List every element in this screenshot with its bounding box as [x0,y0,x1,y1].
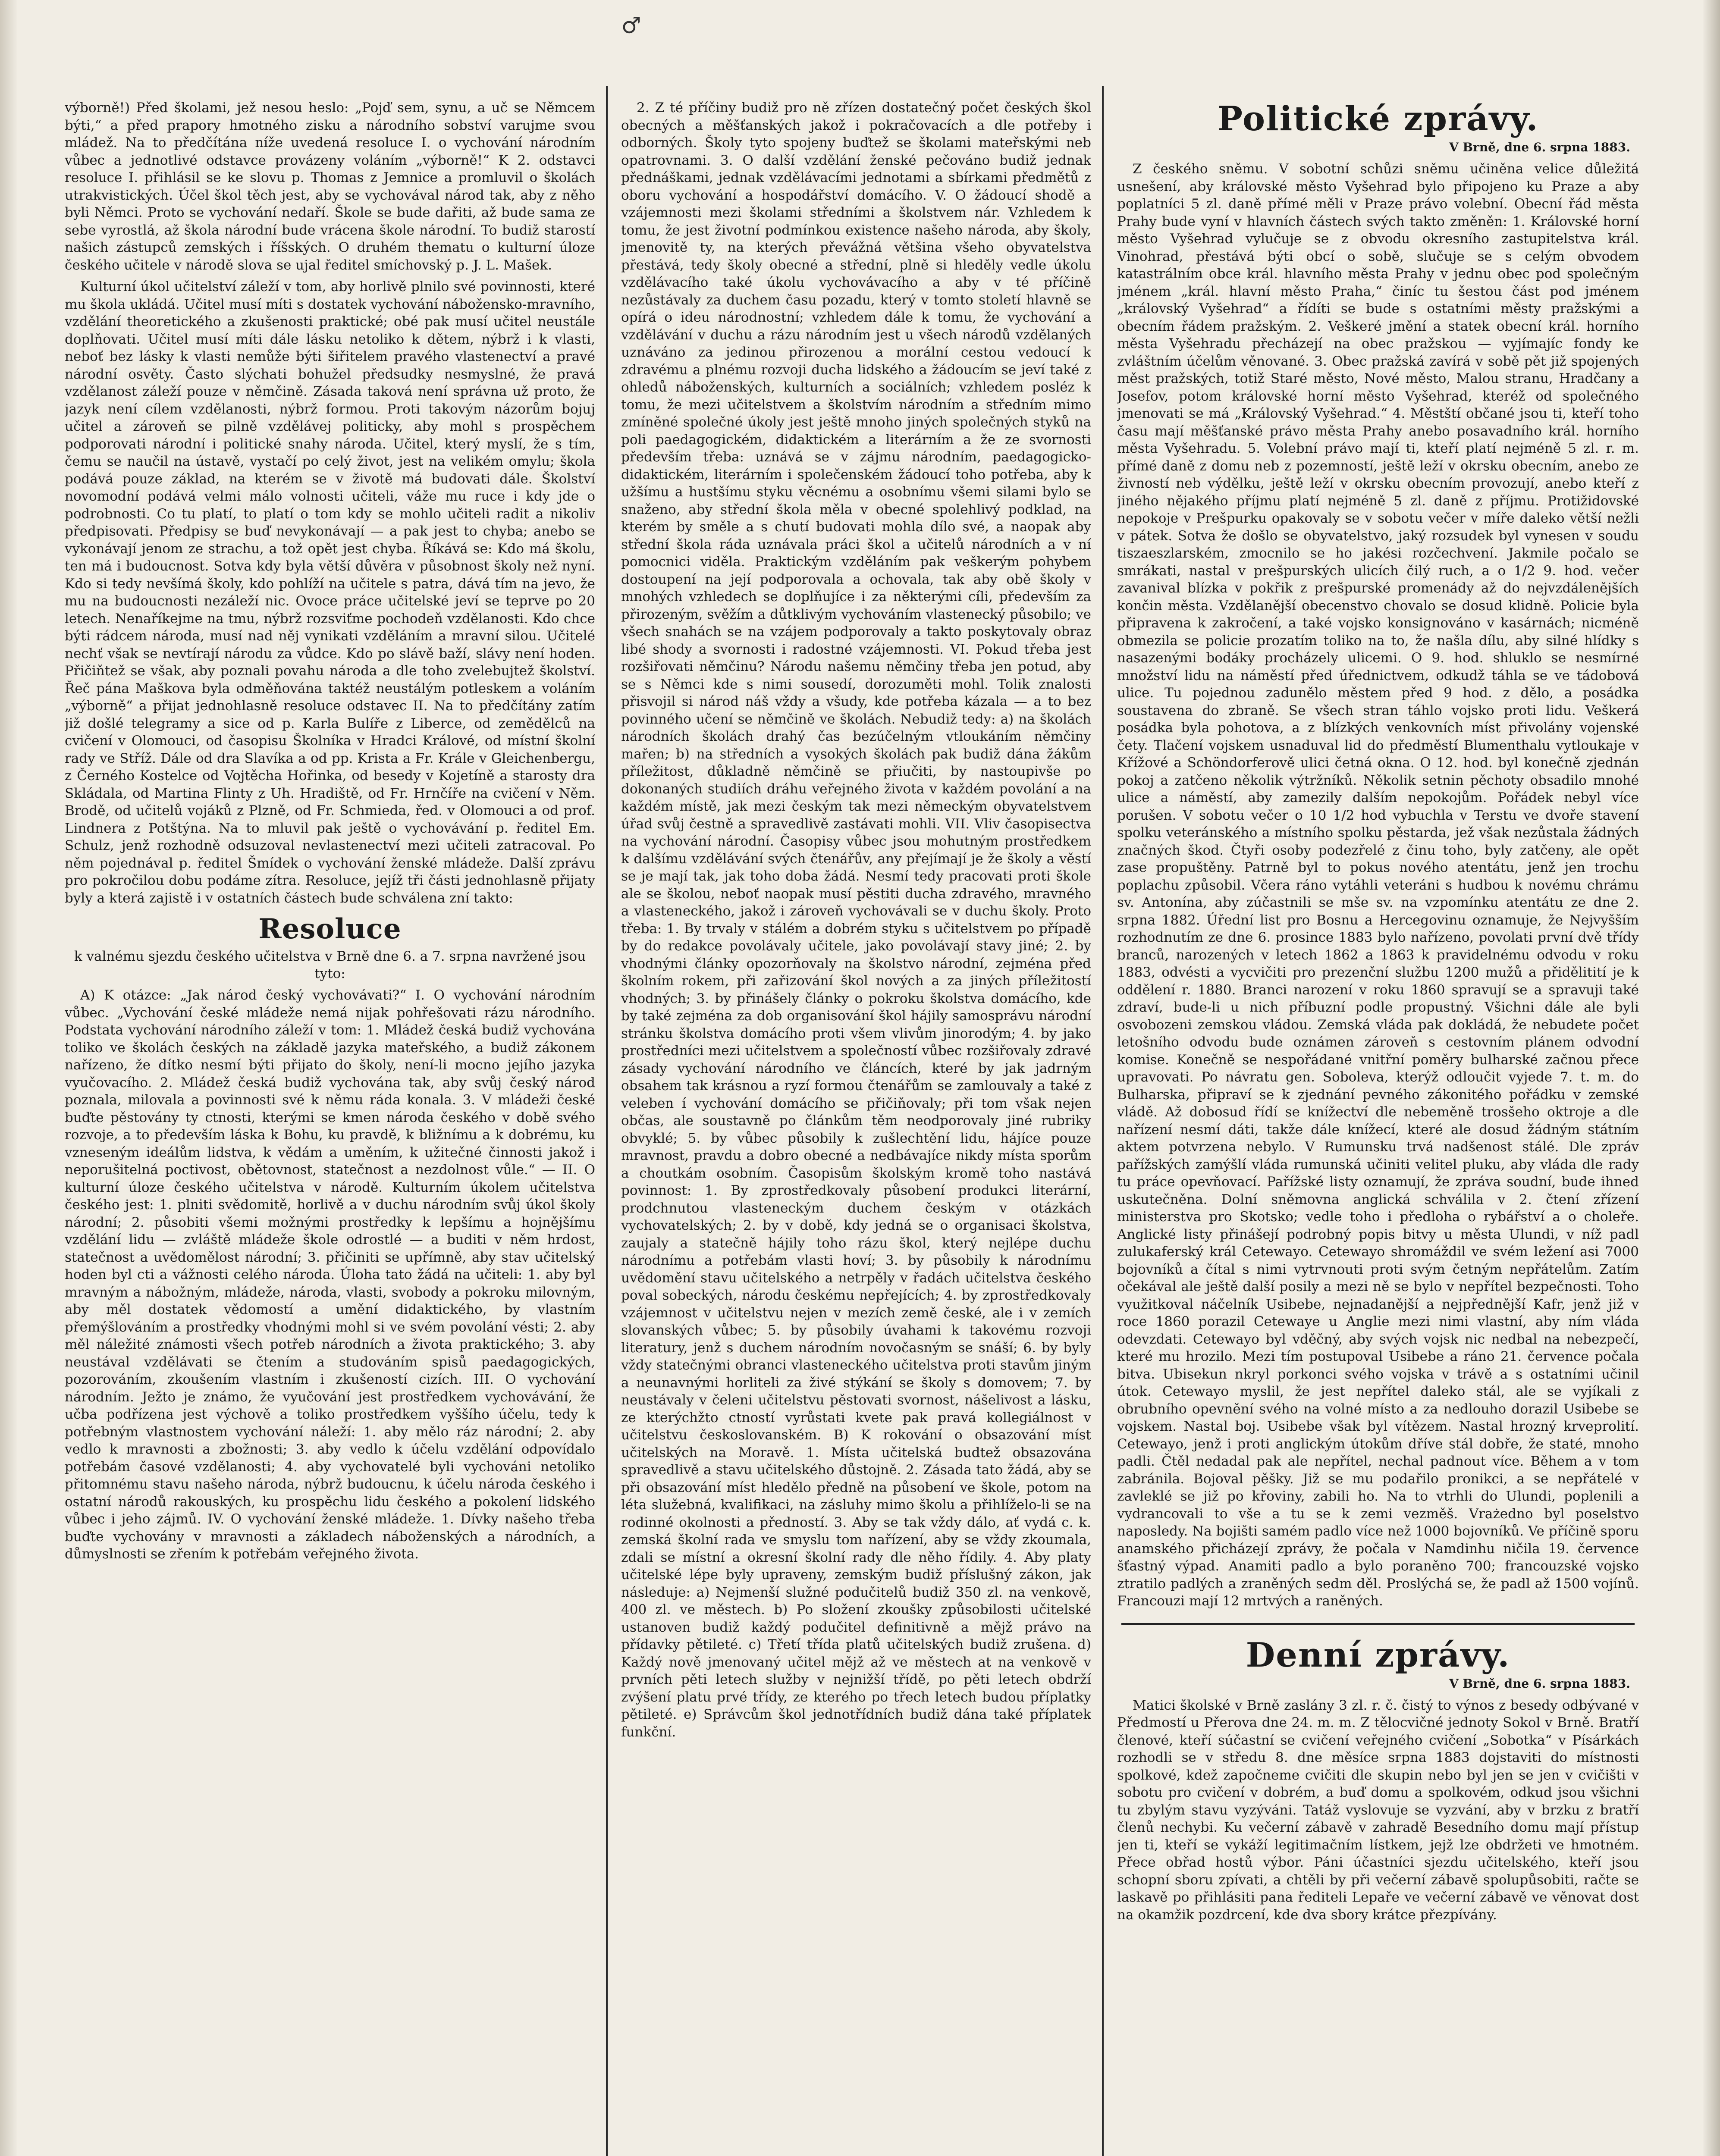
section-divider [1121,1623,1635,1625]
top-ornament-mark: ♂ [621,13,641,39]
column-right [1117,99,1639,2156]
dateline-politicke: V Brně, dne 6. srpna 1883. [1449,140,1630,154]
daily-news-text: Matici školské v Brně zaslány 3 zl. r. č. čistý to výnos z besedy odbývané v Předmostí u Přerova dne 24. m. m. Z tělocvičné jednoty Sokol v Brně. Bratří členové, kteří súčastní se cvičení veřejného cvičení „Sobotka“ v Písárkách rozhodli se v středu 8. dne měsíce srpna 1883 dojstaviti do místnosti spolkové, kdež započneme cvičiti dle skupin nebo byl jen se jen v cvičišti v sobotu pro cvičení v dobrém, a buď domu a spolkovém, odkud jsou všichni tu zbylým stavu vyzýváni. Tatáž vyslovuje se vyzvání, aby v brzku z bratří členů nechybi. Ku večerní zábavě v zahradě Besedního domu mají přístup jen ti, kteří se vykáží legitimačním lístkem, jejž lze obdržeti ve hmotném. Přece obřad hostů výbor. Páni účastníci sjezdu učitelského, kteří jsou schopní sboru zpívati, a chtěli by při večerní zábavě spolupůsobiti, račte se laskavě po přihlásiti pana řediteli Lepaře ve večerní zábavě ve věnovat dost na okamžik pozdrcení, kde dva sbory krátce přezpívány. [1117,1697,1639,1923]
article-text-continued: 2. Z té příčiny budiž pro ně zřízen dostatečný počet českých škol obecných a měšťanských jakož i pokračovacích a dle potřeby i odborných. Školy tyto spojeny buďtež se školami mateřskými neb opatrovnami. 3. O další vzdělání ženské pečováno budiž jednak přednáškami, jednak vzdělávacími jednotami a sbírkami předmětů z oboru vychování a hospodářství domácího. V. O žádoucí shodě a vzájemnosti mezi školami středními a školstvem nár. Vzhledem k tomu, že jest životní podmínkou existence našeho národa, aby školy, jmenovitě ty, na kterých převážná většina všeho obyvatelstva přestává, tedy školy obecné a střední, plně si hleděly vedle úkolu vzdělávacího také úkolu vychovávacího a aby v té příčině nezůstávaly za duchem času pozadu, který v tomto století hlavně se opírá o ideu národnostní; vzhledem dále k tomu, že vychování a vzdělávání v duchu a rázu národním jest u všech národů vzdělaných uznáváno za jedinou přirozenou a morální cestou vedoucí k zdravému a plnému rozvoji ducha lidského a žádoucím se jeví také z ohledů náboženských, kulturních a sociálních; vzhledem posléz k tomu, že mezi učitelstvem a školstvím národním a středním mimo zmíněné společné úkoly jest ještě mnoho jiných společných styků na poli paedagogickém, didaktickém a literárním a že ze svornosti především třeba: uznává se v zájmu národním, paedagogicko-didaktickém, literárním i společenském žádoucí toho potřeba, aby k užšímu a hustšímu styku věcnému a osobnímu všemi silami bylo se snaženo, aby střední škola měla v obecné spolehlivý podklad, na kterém by směle a s chutí budovati mohla dílo své, a naopak aby střední škola ráda uznávala práci škol a učitelů národních a v ní pomocnici viděla. Praktickým vzděláním pak veškerým pohybem dostoupení na její podporovala a ochovala, tak aby obě školy v mnohých vzhledech se doplňujíce i za některými cíli, především za přirozeným, svěžím a důtklivým vychováním vlastenecký působilo; ve všech snahách se na vzájem podporovaly a takto poskytovaly obraz libé shody a svornosti i radostné vzájemnosti. VI. Pokud třeba jest rozšiřovati němčinu? Národu našemu němčiny třeba jen potud, aby se s Němci kde s nimi sousedí, dorozuměti mohl. Tolik znalosti přisvojil si národ náš vždy a všudy, kde potřeba kázala — a to bez povinného učení se němčině ve školách. Nebudiž tedy: a) na školách národních školách drahý čas bezúčelným vtloukáním němčiny mařen; b) na středních a vysokých školách pak budiž dána žákům příležitost, důkladně němčině se přiučiti, by nastoupivše po dokonaných studiích dráhu veřejného života v každém povolání a na každém místě, jak mezi českým tak mezi německým obyvatelstvem úřad svůj čestně a spravedlivě zastávati mohli. VII. Vliv časopisectva na vychování národní. Časopisy vůbec jsou mohutným prostředkem k dalšímu vzdělávání svých čtenářův, any přejímají je že školy a věstí se je mají tak, jak toho doba žádá. Nesmí tedy pracovati proti škole ale se školou, neboť naopak musí pěstiti ducha zdravého, mravného a vlasteneckého, jakož i zároveň vychovávali se v duchu školy. Proto třeba: 1. By trvaly v stálém a dobrém styku s učitelstvem po případě by do redakce povolávaly učitele, jako povolávají stavy jiné; 2. by vhodnými články opozorňovaly na školstvo národní, zejména před školním rokem, při zařizování škol nových a za jiných příležitostí vhodných; 3. by přinášely články o pokroku školstva domácího, kde by také zejména za dob organisování škol hájily samosprávu národní stránku školstva domácího proti všem vlivům jinorodým; 4. by jako prostředníci mezi učitelstvem a společností vůbec rozšiřovaly zdravé zásady vychování národního ve článcích, které by jak jadrným obsahem tak krásnou a ryzí formou čtenářům se zamlouvaly a také z veleben í vychování domácího se přičiňovaly; při tom však nejen občas, ale soustavně po článkům těm neodporovaly jiné rubriky obvyklé; 5. by vůbec působily k zušlechtění lidu, hájíce pouze mravnost, pravdu a dobro obecné a nedbávajíce nikdy místa sporům a choutkám osobním. Časopisům školským kromě toho nastává povinnost: 1. By zprostředkovaly působení produkci literární, prodchnutou vlasteneckým duchem českým v otázkách vychovatelských; 2. by v době, kdy jedná se o organisaci školstva, zaujaly a statečně hájily toho rázu škol, který nejlépe duchu národnímu a potřebám vlasti hoví; 3. by působily k národnímu uvědomění stavu učitelského a netrpěly v řadách učitelstva českého poval sobeckých, národu českému nepřejících; 4. by zprostředkovaly vzájemnost v učitelstvu nejen v mezích země české, ale i v zemích slovanských vůbec; 5. by působily úvahami k takovému rozvoji literatury, jenž s duchem národním novočasným se snáší; 6. by byly vždy statečnými obranci vlasteneckého učitelstva proti stavům jiným a neunavnými horliteli za živé stýkání se školy s domovem; 7. by neustávaly v čeleni učitelstvu pěstovati svornost, nášelivost a lásku, ze kterýchžto ctností vyrůstati kvete pak pravá kollegiálnost v učitelstvu českoslovanském. B) K rokování o obsazování míst učitelských na Moravě. 1. Místa učitelská budtež obsazována spravedlivě a stavu učitelského důstojně. 2. Zásada tato žádá, aby se při obsazování míst hledělo předně na působení ve škole, potom na léta služebná, kvalifikaci, na zásluhy mimo školu a přihlíželo-li se na rodinné okolnosti a předností. 3. Aby se tak vždy dálo, ať vydá c. k. zemská školní rada ve smyslu tom nařízení, aby se vždy zkoumala, zdali se místní a okresní školní rady dle něho řídily. 4. Aby platy učitelské lépe byly upraveny, zemským budiž příslušný zákon, jak následuje: a) Nejmenší služné podučitelů budiž 350 zl. na venkově, 400 zl. ve městech. b) Po složení zkoušky způsobilosti učitelské ustanoven budiž každý podučitel definitivně a mějž právo na přídavky pětileté. c) Třetí třída platů učitelských budiž zrušena. d) Každý nově jmenovaný učitel mějž až ve městech at na venkově v prvních pěti letech služby v nejnižší třídě, po pěti letech obdrží zvýšení platu prvé třídy, ze kterého po třech letech budou příplatky pětileté. e) Správcům škol jednotřídních budiž dána také příplatek funkční. [621,100,1091,1740]
column-left [65,99,595,2156]
article-text-intro: výborně!) Před školami, jež nesou heslo: „Pojď sem, synu, a uč se Němcem býti,“ a před prapory hmotného zisku a národního sobství varujme svou mládež. Na to předčítána níže uvedená resoluce I. o vychování národním vůbec a jednotlivé odstavce provázeny voláním „výborně!“ K 2. odstavci resoluce I. přihlásil se ke slovu p. Thomas z Jemnice a promluvil o školách utrakvistických. Účel škol těch jest, aby se vychovával národ tak, aby z něho byli Němci. Proto se vychování nedaří. Škole se bude dařiti, až bude sama ze sebe vyrostlá, až škola národní bude vrácena škole národní. To budiž starostí našich zástupců zemských i říšských. O druhém thematu o kulturní úloze českého učitele v národě slova se ujal ředitel smíchovský p. J. L. Mašek. [65,100,595,273]
scan-edge-right [1703,0,1720,2156]
column-rule-1 [606,86,608,2156]
resolution-heading: Resoluce [258,913,402,945]
resolution-text: A) K otázce: „Jak národ český vychovávati?“ I. O vychování národním vůbec. „Vychování české mládeže nemá nijak pohřešovati rázu národního. Podstata vychování národního záleží v tom: 1. Mládež česká budiž vychována toliko ve školách českých na základě jazyka mateřského, a budiž zákonem nařízeno, že dítko nesmí býti přijato do školy, není-li mocno jejího jazyka vyučovacího. 2. Mládež česká budiž vychována tak, aby svůj český národ poznala, milovala a povinnosti své k němu ráda konala. 3. V mládeži české buďte pěstovány ty ctnosti, kterými se kmen národa českého v době svého rozvoje, a to především láska k Bohu, ku pravdě, k bližnímu a k dobrému, ku vzneseným ideálům lidstva, k vědám a uměním, k užitečné činnosti jakož i neporušitelná poctivost, obětovnost, statečnost a nezdolnost vůle.“ — II. O kulturní úloze českého učitelstva v národě. Kulturním úkolem učitelstva českého jest: 1. plniti svědomitě, horlivě a v duchu národním svůj úkol školy národní; 2. působiti všemi možnými prostředky k lepšímu a hojnějšímu vzdělání lidu — zvláště mládeže škole odrostlé — a buditi v něm hrdost, statečnost a uvědomělost národní; 3. přičiniti se upřímně, aby stav učitelský hoden byl cti a vážnosti celého národa. Úloha tato žádá na učiteli: 1. aby byl mravným a nábožným, mládeže, národa, vlasti, svobody a pokroku milovným, aby měl dostatek vědomostí a umění didaktického, by vlastním přemýšlováním a prostředky vhodnými mohl si ve svém povolání vésti; 2. aby měl náležité známosti všech potřeb národních a života praktického; 3. aby neustával vzdělávati se čtením a studováním spisů paedagogických, pozorováním, zkoušením vlastním i zkušeností cizích. III. O vychování národním. Ježto je známo, že vyučování jest prostředkem vychovávání, že učba podřízena jest výchově a toliko prostředkem vyššího účelu, tedy k potřebným vlastnostem vychování náleží: 1. aby mělo ráz národní; 2. aby vedlo k mravnosti a zbožnosti; 3. aby vedlo k účelu vzdělání odpovídalo potřebám časové vzdělanosti; 4. aby vychovatelé byli vychováni netoliko přitomnému stavu našeho národa, nýbrž budoucnu, k účelu národa českého i ostatní národů rakouských, ku prospěchu lidu českého a pokolení lidského vůbec i jeho zájmů. IV. O vychování ženské mládeže. 1. Dívky našeho třeba buďte vychovány v mravnosti a základech náboženských a národních, a důmyslnosti se zřením k potřebám veřejného života. [65,987,595,1562]
section-title-politicke: Politické zprávy. [1217,99,1539,138]
political-news-text: Z českého sněmu. V sobotní schůzi sněmu učiněna velice důležitá usnešení, aby královské město Vyšehrad bylo připojeno ku Praze a aby poplatníci 5 zl. daně přímé měli v Praze právo volební. Obecní řád města Prahy bude vyní v hlavních částech svých takto změněn: 1. Královské horní město Vyšehrad vylučuje se z obvodu okresního zastupitelstva král. Vinohrad, přestává býti obcí o sobě, slučuje se s celým obvodem katastrálním obce král. hlavního města Prahy v jednu obec pod společným jménem „král. hlavní město Praha,“ činíc tu šestou část pod jménem „královský Vyšehrad“ a řídíti se bude s ostatními městy pražskými a obecním řádem pražským. 2. Veškeré jmění a statek obecní král. horního města Vyšehradu přecházejí na obec pražskou — vyjímajíc fondy ke zvláštním účelům věnované. 3. Obec pražská zavírá v sobě pět již spojených měst pražských, totiž Staré město, Nové město, Malou stranu, Hradčany a Josefov, potom královské horní město Vyšehrad, kteréž od společného jmenovati se má „Královský Vyšehrad.“ 4. Městští občané jsou ti, kteří toho času mají měšťanské právo města Prahy anebo posavadního král. horního města Vyšehradu. 5. Volební právo mají ti, kteří platí nejméně 5 zl. r. m. přímé daně z domu neb z pozemností, ještě leží v okrsku obecním, anebo ze živností neb výdělku, ještě leží v okrsku obecním provozují, anebo kteří z jiného nějakého příjmu platí nejméně 5 zl. daně z příjmu. Protižidovské nepokoje v Prešpurku opakovaly se v sobotu večer v míře daleko větší nežli v pátek. Sotva že došlo se obyvatelstvo, jaký rozsudek byl vynesen v soudu tiszaeszlarském, zmocnilo se ho jakési rozčechvení. Jakmile počalo se smrákati, nastal v prešpurských ulicích čilý ruch, a o 1/2 9. hod. večer zavanival blízka v pokřik z prešpurské promenády až do nejvzdálenějších končin města. Vzdělanější obecenstvo chovalo se dosud klidně. Policie byla připravena k zakročení, a také vojsko konsignováno v kasárnách; nicméně obmezila se policie prozatím toliko na to, že našla dílu, aby silné hlídky s nasazenými bodáky procházely ulicemi. O 9. hod. shluklo se nesmírné množství lidu na náměstí před úřednictvem, odkudž táhla se ve tádobová ulice. Tu pojednou zadunělo městem před 9 hod. z dělo, a posádka soustavena do zbraně. Se všech stran táhlo vojsko proti lidu. Veškerá posádka byla pohotova, a z blízkých venkovních míst přivolány vojenské čety. Tlačení vojskem usnaduval lid do předměstí Blumenthalu vytloukaje v Křížové a Schöndorferově ulici četná okna. O 12. hod. byl konečně zjednán pokoj a zatčeno několik výtržníků. Několik setnin pěchoty obsadilo mnohé ulice a náměstí, aby zamezily dalším nepokojům. Pořádek nebyl více porušen. V sobotu večer o 10 1/2 hod vybuchla v Terstu ve dvoře stavení spolku veteránského a místního spolku pěstarda, jež však nezůstala žádných značných škod. Čtyři osoby podezřelé z činu toho, byly zatčeny, ale opět zase propuštěny. Patrně byl to pokus nového atentátu, jenž jen trochu poplachu způsobil. Včera ráno vytáhli veteráni s hudbou k novému chrámu sv. Antonína, aby zúčastnili se mše sv. na vzpomínku atentátu ze dne 2. srpna 1882. Úřední list pro Bosnu a Hercegovinu oznamuje, že Nejvyšším rozhodnutím ze dne 6. prosince 1883 bylo nařízeno, povolati první dvě třídy branců, narozených v letech 1862 a 1863 k pravidelnému odvodu v roku 1883, odvésti a vycvičiti pro prezenční službu 1200 mužů a přidělitití je k oddělení r. 1880. Branci narození v roku 1860 spravují se a spravuji také zdraví, bude-li u nich příbuzní podle propustný. Všichni dále ale byli osvobozeni zemskou vládou. Zemská vláda pak dokládá, že nebudete počet letošního odvodu bude oznámen zároveň s cestovním plánem odvodní komise. Konečně se nespořádané vnitřní poměry bulharské začnou přece upravovati. Po návratu gen. Soboleva, kterýž odloučit vyjede 7. t. m. do Bulharska, připraví se k zjednání pevného zákonitého pořádku v zemské vládě. Až dobosud řídí se knížectví dle nebeměně trosšeho oktroje a dle nařízení nesmí dáti, takže dále knížecí, které ale dosud žádným státním aktem potvrzena nebylo. V Rumunsku trvá nadšenost stálé. Dle zpráv pařížských zamýšlí vláda rumunská učiniti velitel pluku, aby vláda dle rady tu práce opevňovací. Pařížské listy oznamují, že zpráva soudní, bude ihned uskutečněna. Dolní sněmovna anglická schválila v 2. čtení zřízení ministerstva pro Skotsko; vedle toho i předloha o rybářství a o choleře. Anglické listy přinášejí podrobný popis bitvy u města Ulundi, v níž padl zulukaferský král Cetewayo. Cetewayo shromáždil ve svém ležení asi 7000 bojovníků a čítal s nimi vytrvnouti proti svým četným nepřátelům. Zatím očekával ale ještě další posily a mezi ně se bylo v nepřítel bezpečnosti. Toho využitkoval náčelník Usibebe, nejnadanější a nejpřednější Kafr, jenž již v roce 1860 porazil Cetewaye u Anglie mezi nimi vlastní, aby ním vláda odevzdati. Cetewayo byl vděčný, aby svých vojsk nic nedbal na nebezpečí, které mu hrozilo. Mezi tím postupoval Usibebe a ráno 21. července počala bitva. Ubisekun nkryl porkonci svého vojska v trávě a s ostatními učinil útok. Cetewayo myslil, že jest nepřítel daleko stál, ale se vyjíkali z obrubního opevnění svého na volné místo a za nedlouho dorazil Usibebe se vojskem. Nastal boj. Usibebe však byl vítězem. Nastal hrozný krveprolití. Cetewayo, jenž i proti anglickým útokům dříve stál dobře, že staté, mnoho padli. Čtěl nedadal pak ale nepřítel, nechal padnout více. Během a v tom zabránila. Bojoval pěšky. Již se mu podařilo pronikci, a se nepřátelé v zavleklé se již po křoviny, zabili ho. Na to vtrhli do Ulundi, poplenili a vydrancovali to vše a tu se k zemi vezměš. Vrażedno byl poselstvo naposledy. Na bojišti samém padlo více než 1000 bojovníků. Ve příčině sporu anamského přicházejí zprávy, že počala v Namdinhu ničila 19. července šťastný výpad. Anamiti padlo a bylo poraněno 700; francouzské vojsko ztratilo padlých a zraněných sedm děl. Proslýchá se, že padl až 1500 vojínů. Francouzi mají 12 mrtvých a raněných. [1117,161,1639,1609]
section-title-denni: Denní zprávy. [1246,1635,1510,1675]
article-text-body: Kulturní úkol učitelství záleží v tom, aby horlivě plnilo své povinnosti, které mu škola ukládá. Učitel musí míti s dostatek vychování nábožensko-mravního, vzdělání theoretického a zkušenosti praktické; obé pak musí učitel neustále doplňovati. Učitel musí míti dále lásku netoliko k dětem, nýbrž i k vlasti, neboť bez lásky k vlasti nemůže býti šiřitelem pravého vlastenectví a pravé národní osvěty. Často slýchati bohužel předsudky nesmyslné, že pravá vzdělanost záleží pouze v němčině. Zásada taková není správna už proto, že jazyk není cílem vzdělanosti, nýbrž formou. Proti takovým názorům bojuj učitel a zároveň se pilně vzdělávej politicky, aby mohl s prospěchem podporovati národní i politické snahy národa. Učitel, který myslí, že s tím, čemu se naučil na ústavě, vystačí po celý život, jest na velikém omylu; škola podává pouze základ, na kterém se v životě má budovati dále. Školství novomodní podává velmi málo volnosti učiteli, váže mu ruce i kdy jde o podrobnosti. Co tu platí, to platí o tom kdy se mohlo učiteli radit a nikoliv předpisovati. Předpisy se buď nevykonávají — a pak jest to chyba; anebo se vykonávají jenom ze strachu, a tož opět jest chyba. Říkává se: Kdo má školu, ten má i budoucnost. Sotva kdy byla větší důvěra v působnost školy než nyní. Kdo si tedy nevšímá školy, kdo pohlíží na učitele s patra, dává tím na jevo, že mu na budoucnosti nezáleží nic. Ovoce práce učitelské jeví se teprve po 20 letech. Nenaříkejme na tmu, nýbrž rozsviťme pochodeň vzdělanosti. Kdo chce býti rádcem národa, musí nad něj vynikati vzděláním a mravní silou. Učitelé nechť však se nevtírají národu za vůdce. Kdo po slávě baží, slávy není hoden. Přičiňtež se však, aby poznali povahu národa a dle toho zvelebujtež školství. Řeč pána Maškova byla odměňována taktéž neustálým potleskem a voláním „výborně“ a přijat jednohlasně resoluce odstavec II. Na to předčítány zatím již došlé telegramy a sice od p. Karla Bulíře z Liberce, od zemědělců na cvičení v Olomouci, od časopisu Školníka v Hradci Králové, od místní školní rady ve Stříž. Dále od dra Slavíka a od pp. Krista a Fr. Krále v Gleichenbergu, z Černého Kostelce od Vojtěcha Hořinka, od besedy v Kojetíně a starosty dra Skládala, od Martina Flinty z Uh. Hradiště, od Fr. Hrnčíře na cvičení v Něm. Brodě, od učitelů vojáků z Plzně, od Fr. Schmieda, řed. v Olomouci a od prof. Lindnera z Potštýna. Na to mluvil pak ještě o vychovávání p. ředitel Em. Schulz, jenž rozhodně odsuzoval nevlastenectví mezi učiteli zatracoval. Po něm pojednával p. ředitel Šmídek o vychování ženské mládeže. Další zprávu pro pokročilou dobu podáme zítra. Resoluce, jejíž tři části jednohlasně přijaty byly a která zajistě i v ostatních částech bude schválena zní takto: [65,279,595,906]
resolution-subheading: k valnému sjezdu českého učitelstva v Brně dne 6. a 7. srpna navržené jsou tyto: [74,949,586,981]
scan-edge-left [0,0,17,2156]
dateline-denni: V Brně, dne 6. srpna 1883. [1449,1676,1630,1691]
column-rule-2 [1102,86,1104,2156]
column-middle [621,99,1091,2156]
